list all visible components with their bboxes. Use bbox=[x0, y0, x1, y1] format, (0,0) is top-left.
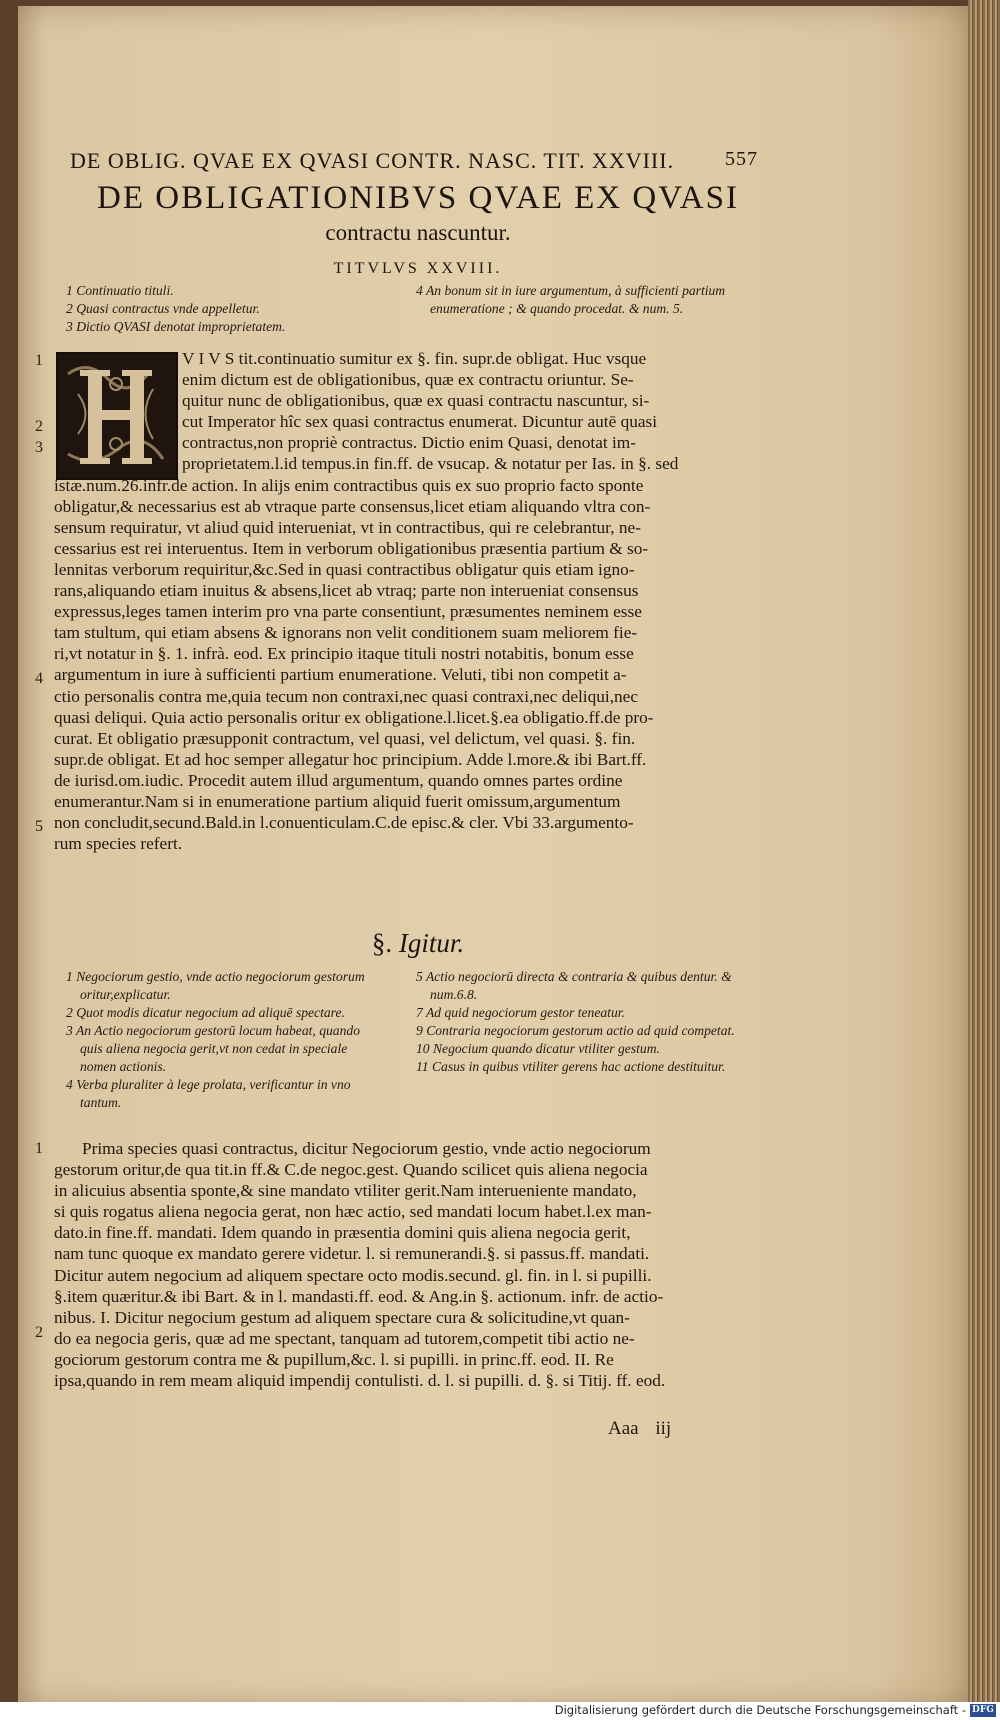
summary-item: 10 Negocium quando dicatur vtiliter gestum. bbox=[416, 1041, 660, 1056]
page-number: 557 bbox=[725, 148, 758, 170]
summary-item: 1 Negociorum gestio, vnde actio negociorum gestorum oritur,explicatur. bbox=[66, 969, 365, 1002]
text-line: proprietatem.l.id tempus.in fin.ff. de vsucap. & notatur per Ias. in §. sed bbox=[182, 454, 679, 474]
text-line: obligatur,& necessarius est ab vtraque parte consensus,licet etiam aliquando vltra con- bbox=[54, 496, 651, 516]
summary-item: 4 An bonum sit in iure argumentum, à sufficienti partium enumeratione ; & quando procedat. & num. 5. bbox=[416, 283, 726, 316]
section-heading bbox=[58, 928, 778, 959]
text-line: nibus. I. Dicitur negocium gestum ad aliquem spectare cura & solicitudine,vt quan- bbox=[54, 1307, 630, 1327]
titulus-heading: TITVLVS XXVIII. bbox=[333, 260, 503, 277]
text-line: cut Imperator hîc sex quasi contractus enumerat. Dicuntur autē quasi bbox=[182, 412, 658, 432]
text-line: gociorum gestorum contra me & pupillum,&c. l. si pupilli. in princ.ff. eod. II. Re bbox=[54, 1349, 614, 1369]
section-mark: §. bbox=[371, 928, 393, 958]
summary-item: 11 Casus in quibus vtiliter gerens hac actione destituitur. bbox=[416, 1059, 726, 1074]
text-line: expressus,leges tamen interim pro vna parte consentiunt, præsumentes neminem esse bbox=[54, 602, 642, 622]
margin-number: 3 bbox=[35, 439, 43, 456]
summary-item: 9 Contraria negociorum gestorum actio ad quid competat. bbox=[416, 1023, 735, 1038]
text-line: rans,aliquando etiam inuitus & absens,licet ab vtraq; parte non interueniat consensus bbox=[54, 581, 639, 601]
text-line: argumentum in iure à sufficienti partium enumeratione. Veluti, tibi non competit a- bbox=[54, 665, 627, 685]
digitization-footer bbox=[0, 1702, 1000, 1720]
text-line: lennitas verborum requiritur,&c.Sed in quasi contractibus obligatur quis etiam igno- bbox=[54, 559, 635, 579]
text-line: tam stultum, qui etiam absens & ignorans non velit conditionem suam meliorem fie- bbox=[54, 623, 638, 643]
chapter-subtitle: contractu nascuntur. bbox=[325, 220, 511, 245]
text-line: sensum requiratur, vt aliud quid interueniat, vt in contractibus, qui re celebrantur, ne- bbox=[54, 517, 641, 537]
summary-right-1 bbox=[416, 282, 756, 318]
text-line: dato.in fine.ff. mandati. Idem quando in præsentia domini quis aliena negocia gerit, bbox=[54, 1223, 631, 1243]
signature-mark: Aaa iij bbox=[608, 1418, 672, 1439]
text-line: §.item quæritur.& ibi Bart. & in l. mandasti.ff. eod. & Ang.in §. actionum. infr. de actio- bbox=[54, 1286, 664, 1306]
footer-credit: Digitalisierung gefördert durch die Deutsche Forschungsgemeinschaft - bbox=[554, 1703, 966, 1717]
text-line: si quis rogatus aliena negocia gerat, non hæc actio, sed mandati locum habet.l.ex man- bbox=[54, 1202, 652, 1222]
book-page bbox=[18, 6, 968, 1706]
summary-item: 7 Ad quid negociorum gestor teneatur. bbox=[416, 1005, 625, 1020]
text-line: de iurisd.om.iudic. Procedit autem illud argumentum, quando omnes partes ordine bbox=[54, 770, 623, 790]
book-page-edges bbox=[968, 0, 1000, 1720]
summary-item: 3 An Actio negociorum gestorū locum habeat, quando quis aliena negocia gerit,vt non cedat in speciale nomen actionis. bbox=[66, 1023, 360, 1074]
section-title: Igitur. bbox=[398, 928, 465, 958]
summary-left-2 bbox=[66, 968, 386, 1112]
text-line: quitur nunc de obligationibus, quæ ex quasi contractu nascuntur, si- bbox=[182, 391, 650, 411]
summary-item: 5 Actio negociorū directa & contraria & quibus dentur. & num.6.8. bbox=[416, 969, 732, 1002]
paragraph-2 bbox=[54, 1138, 766, 1391]
text-line: enumerantur.Nam si in enumeratione partium aliquid fuerit omissum,argumentum bbox=[54, 791, 621, 811]
summary-item: 2 Quot modis dicatur negocium ad aliquē spectare. bbox=[66, 1005, 345, 1020]
margin-number: 2 bbox=[35, 418, 43, 435]
text-line: non concludit,secund.Bald.in l.conuenticulam.C.de episc.& cler. Vbi 33.argumento- bbox=[54, 813, 634, 833]
summary-right-2 bbox=[416, 968, 756, 1076]
text-line: Prima species quasi contractus, dicitur Negociorum gestio, vnde actio negociorum bbox=[82, 1139, 651, 1158]
text-line: rum species refert. bbox=[54, 834, 183, 854]
margin-number: 1 bbox=[35, 1140, 43, 1157]
text-line: supr.de obligat. Et ad hoc semper allegatur hoc principium. Adde l.more.& ibi Bart.ff. bbox=[54, 749, 647, 769]
margin-number: 1 bbox=[35, 352, 43, 369]
running-title: DE OBLIG. QVAE EX QVASI CONTR. NASC. TIT. XXVIII. bbox=[70, 148, 675, 173]
summary-left-1 bbox=[66, 282, 386, 336]
text-line: cessarius est rei interuentus. Item in verborum obligationibus præsentia partium & so- bbox=[54, 538, 649, 558]
margin-number: 4 bbox=[35, 670, 43, 687]
text-line: nam tunc quoque ex mandato gerere videtur. l. si remunerandi.§. si passus.ff. mandati. bbox=[54, 1244, 650, 1264]
text-line: curat. Et obligatio præsupponit contractum, vel quasi, vel delictum, vel quasi. §. fin. bbox=[54, 728, 636, 748]
text-line: gestorum oritur,de qua tit.in ff.& C.de negoc.gest. Quando scilicet quis aliena negocia bbox=[54, 1160, 648, 1180]
summary-item: 2 Quasi contractus vnde appelletur. bbox=[66, 301, 260, 316]
text-line: istæ.num.26.infr.de action. In alijs enim contractibus quis ex suo proprio facto sponte bbox=[54, 475, 644, 495]
text-line: ctio personalis contra me,quia tecum non contraxi,nec quasi contraxi,nec deliqui,nec bbox=[54, 686, 638, 706]
chapter-title: DE OBLIGATIONIBVS QVAE EX QVASI bbox=[97, 180, 739, 216]
summary-item: 4 Verba pluraliter à lege prolata, verificantur in vno tantum. bbox=[66, 1077, 351, 1110]
dfg-logo-icon: DFG bbox=[970, 1704, 996, 1717]
text-line: enim dictum est de obligationibus, quæ ex contractu oriuntur. Se- bbox=[182, 370, 634, 390]
running-header bbox=[70, 148, 770, 174]
text-line: V I V S tit.continuatio sumitur ex §. fin. supr.de obligat. Huc vsque bbox=[182, 349, 647, 368]
summary-item: 1 Continuatio tituli. bbox=[66, 283, 174, 298]
text-line: quasi deliqui. Quia actio personalis oritur ex obligatione.l.licet.§.ea obligatio.ff.de pro- bbox=[54, 707, 654, 727]
text-line: do ea negocia geris, quæ ad me spectant, tanquam ad tutorem,competit tibi actio ne- bbox=[54, 1328, 635, 1348]
text-line: ri,vt notatur in §. 1. infrà. eod. Ex principio itaque tituli nostri notabitis, bonum esse bbox=[54, 644, 634, 664]
text-line: ipsa,quando in rem meam aliquid impendij contulisti. d. l. si pupilli. d. §. si Titij. ff. eod. bbox=[54, 1371, 666, 1391]
text-line: contractus,non propriè contractus. Dictio enim Quasi, denotat im- bbox=[182, 433, 636, 453]
text-line: in alicuius absentia sponte,& sine mandato vtiliter gerit.Nam interueniente mandato, bbox=[54, 1181, 637, 1201]
margin-number: 5 bbox=[35, 818, 43, 835]
margin-number: 2 bbox=[35, 1324, 43, 1341]
paragraph-1 bbox=[54, 348, 766, 854]
summary-item: 3 Dictio QVASI denotat improprietatem. bbox=[66, 319, 286, 334]
text-line: Dicitur autem negocium ad aliquem spectare octo modis.secund. gl. fin. in l. si pupilli. bbox=[54, 1265, 652, 1285]
